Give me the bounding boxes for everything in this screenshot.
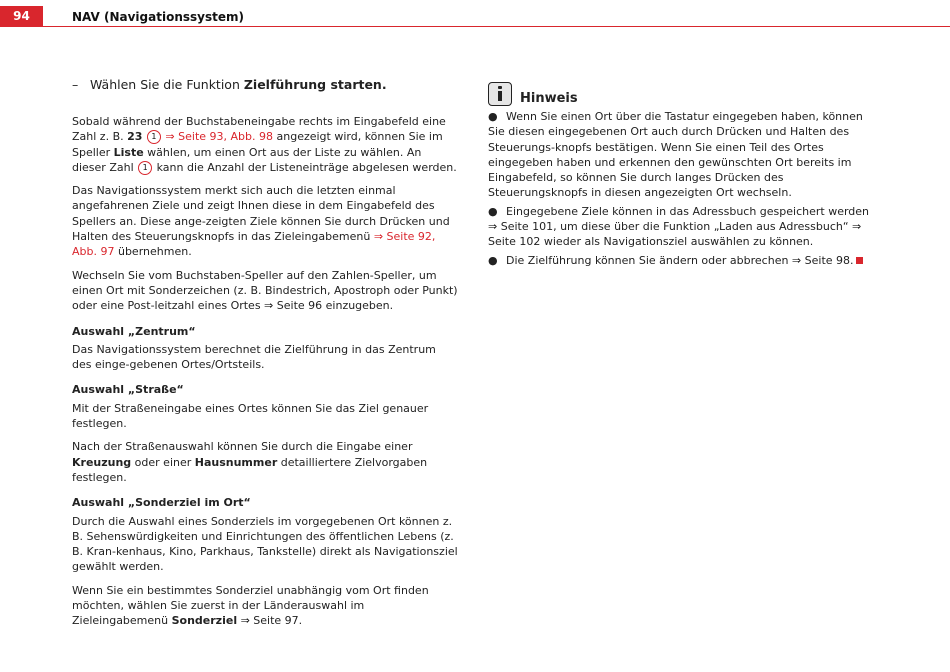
text: kann die Anzahl der Listeneinträge abgelesen werden.	[153, 160, 457, 174]
page-number: 94	[0, 6, 43, 27]
paragraph-sonderziel-independent	[72, 583, 458, 629]
paragraph-recent-destinations	[72, 183, 458, 259]
subheading-sonderziel: Auswahl „Sonderziel im Ort“	[72, 496, 251, 510]
text: angezeigt wird, können Sie im Speller	[72, 130, 443, 159]
menu-option-sonderziel: Sonderziel	[171, 614, 238, 628]
subheading-zentrum: Auswahl „Zentrum“	[72, 324, 196, 338]
bullet-icon: ●	[488, 253, 498, 267]
step-function-name: Zielführung starten.	[243, 77, 387, 92]
paragraph-speller-list	[72, 114, 458, 175]
page-reference-link[interactable]: ⇒ Seite 92, Abb. 97	[72, 230, 436, 259]
bullet-icon: ●	[488, 110, 498, 123]
step-text: Wählen Sie die Funktion	[90, 77, 244, 92]
info-exclamation-icon	[488, 82, 512, 106]
text: oder einer	[131, 455, 195, 469]
page-header	[0, 0, 950, 27]
page-reference-link[interactable]: ⇒ Seite 93, Abb. 98	[165, 130, 273, 144]
note-item	[488, 253, 878, 268]
note-item-text: Eingegebene Ziele können in das Adressbuch gespeichert werden ⇒ Seite 101, um diese über die Funktion „Laden aus Adressbuch“ ⇒ Seite 102 wieder als Navigationsziel auswählen zu können.	[488, 204, 870, 249]
subheading-strasse: Auswahl „Straße“	[72, 383, 184, 397]
text: übernehmen.	[114, 245, 192, 259]
header-divider	[43, 26, 950, 27]
text: Wenn Sie ein bestimmtes Sonderziel unabhängig vom Ort finden möchten, wählen Sie zuerst in der Länderauswahl im Zieleingabemenü	[72, 583, 429, 628]
option-hausnummer: Hausnummer	[194, 455, 278, 469]
callout-circle-1: 1	[138, 161, 152, 175]
text: detailliertere Zielvorgaben festlegen.	[72, 455, 428, 484]
bullet-icon: ●	[488, 204, 498, 218]
instruction-step	[72, 76, 458, 94]
step-dash: –	[72, 77, 79, 92]
paragraph-strasse: Mit der Straßeneingabe eines Ortes können Sie das Ziel genauer festlegen.	[72, 401, 429, 431]
note-box	[488, 82, 878, 271]
text: Nach der Straßenauswahl können Sie durch die Eingabe einer	[72, 440, 413, 454]
paragraph-zentrum: Das Navigationssystem berechnet die Zielführung in das Zentrum des einge-gebenen Ortes/Ortsteils.	[72, 342, 436, 372]
note-title: Hinweis	[520, 91, 578, 106]
note-item	[488, 109, 878, 201]
page-title: NAV (Navigationssystem)	[72, 10, 244, 24]
callout-circle-1: 1	[147, 130, 161, 144]
text: ⇒ Seite 97.	[237, 614, 303, 628]
note-item-text: Wenn Sie einen Ort über die Tastatur eingegeben haben, können Sie diesen eingegebenen Ort auch durch Drücken und Halten des Steuerungs-knopfs bestätigen. Wenn Sie einen Teil des Ortes eingegeben haben und erkennen den gewünschten Ort bereits im Eingabefeld, so können Sie durch langes Drücken des Steuerungsknopfs in diesen angezeigten Ort wechseln.	[488, 110, 863, 200]
note-header	[488, 82, 878, 106]
paragraph-number-speller: Wechseln Sie vom Buchstaben-Speller auf den Zahlen-Speller, um einen Ort mit Sonderzeichen (z. B. Bindestrich, Apostroph oder Punkt) oder eine Post-leitzahl eines Ortes ⇒ Seite 96 einzugeben.	[72, 268, 458, 313]
section-end-marker-icon	[856, 257, 863, 264]
note-item	[488, 204, 878, 250]
option-kreuzung: Kreuzung	[72, 455, 132, 469]
text: Sobald während der Buchstabeneingabe rechts im Eingabefeld eine Zahl z. B.	[72, 115, 446, 144]
example-number: 23	[127, 130, 143, 144]
note-item-text: Die Zielführung können Sie ändern oder abbrechen ⇒ Seite 98.	[506, 253, 854, 267]
paragraph-strasse-detail	[72, 439, 458, 485]
left-column	[72, 76, 458, 637]
speller-option-liste: Liste	[113, 145, 144, 159]
text: Das Navigationssystem merkt sich auch die letzten einmal angefahrenen Ziele und zeigt Ihnen diese in dem Eingabefeld des Spellers an. Diese ange-zeigten Ziele können Sie durch Drücken und Halten des Steuerungsknopfs in das Zieleingabemenü	[72, 184, 450, 244]
text: wählen, um einen Ort aus der Liste zu wählen. An dieser Zahl	[72, 145, 422, 174]
paragraph-sonderziel: Durch die Auswahl eines Sonderziels im vorgegebenen Ort können z. B. Sehenswürdigkeiten und Einrichtungen des öffentlichen Lebens (z. B. Kran-kenhaus, Kino, Parkhaus, Tankstelle) direkt als Navigationsziel gewählt werden.	[72, 514, 458, 574]
